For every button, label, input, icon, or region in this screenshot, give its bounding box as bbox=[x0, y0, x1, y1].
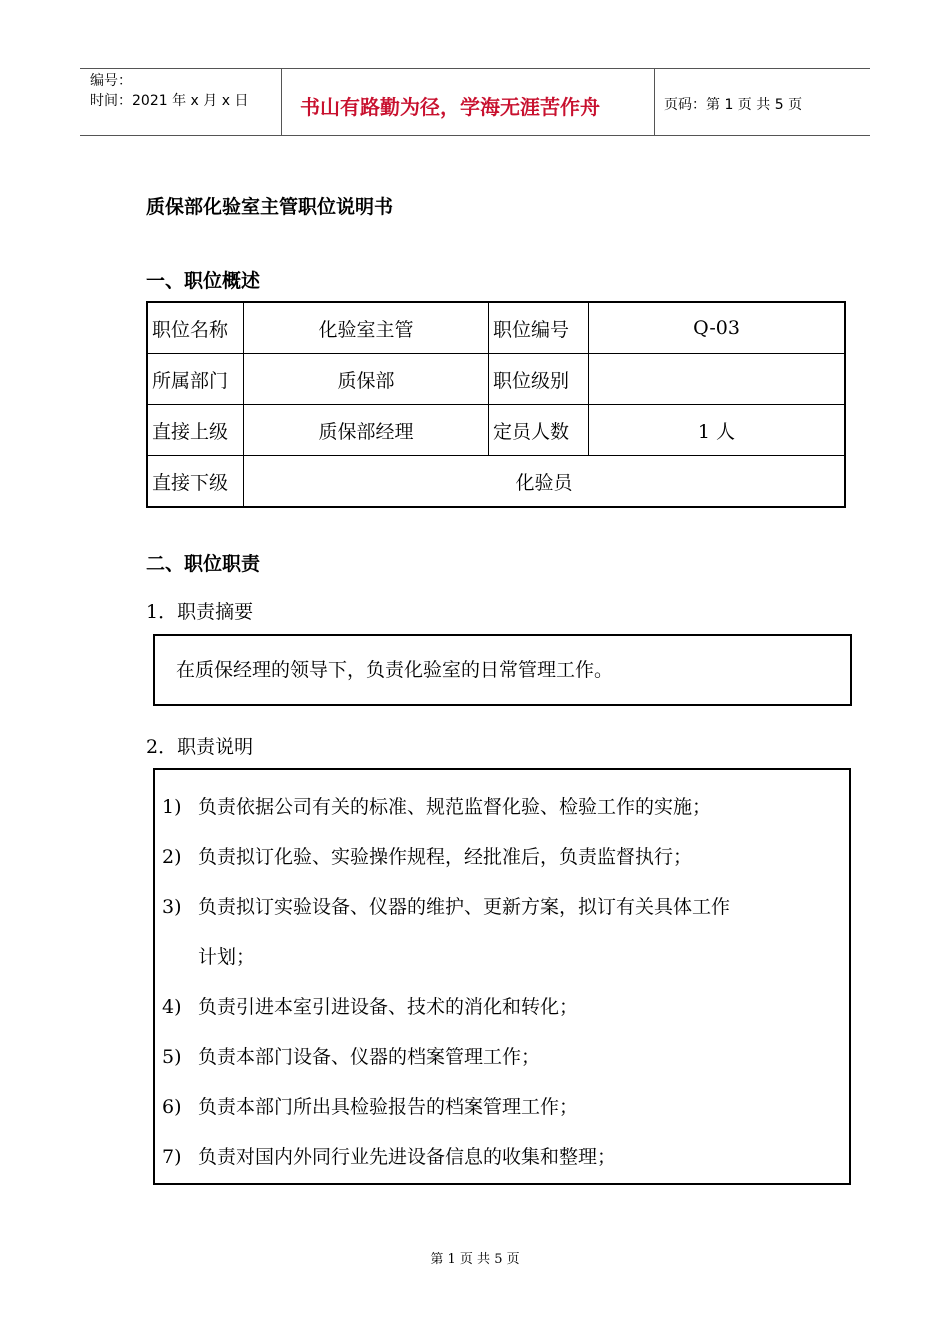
cell-label: 职位级别 bbox=[489, 354, 589, 405]
cell-label: 直接下级 bbox=[147, 456, 244, 508]
cell-value: 质保部经理 bbox=[244, 405, 489, 456]
list-item bbox=[162, 842, 692, 869]
section-overview-heading: 一、职位概述 bbox=[146, 270, 261, 292]
item-number: 2) bbox=[162, 846, 182, 868]
cell-value bbox=[589, 354, 846, 405]
item-text: 负责拟订化验、实验操作规程，经批准后，负责监督执行； bbox=[198, 846, 693, 868]
list-item bbox=[162, 992, 578, 1019]
duties-detail-box bbox=[153, 768, 851, 1185]
item-number: 6) bbox=[162, 1096, 182, 1118]
page-footer: 第 1 页 共 5 页 bbox=[430, 1252, 520, 1267]
item-text: 计划； bbox=[198, 946, 256, 968]
table-row bbox=[147, 456, 845, 508]
list-item bbox=[162, 1142, 616, 1169]
cell-label: 职位编号 bbox=[489, 302, 589, 354]
table-row bbox=[147, 405, 845, 456]
cell-label: 直接上级 bbox=[147, 405, 244, 456]
header-divider-left bbox=[281, 68, 282, 136]
item-text: 负责对国内外同行业先进设备信息的收集和整理； bbox=[198, 1146, 617, 1168]
item-number: 7) bbox=[162, 1146, 182, 1168]
item-number: 4) bbox=[162, 996, 182, 1018]
cell-value: 1 人 bbox=[589, 405, 846, 456]
item-text: 负责本部门设备、仪器的档案管理工作； bbox=[198, 1046, 541, 1068]
list-item bbox=[162, 1042, 540, 1069]
cell-value: 化验员 bbox=[244, 456, 846, 508]
item-number: 1) bbox=[162, 796, 182, 818]
header-motto: 书山有路勤为径，学海无涯苦作舟 bbox=[300, 95, 600, 119]
header-divider-right bbox=[654, 68, 655, 136]
cell-label: 所属部门 bbox=[147, 354, 244, 405]
header-page-info: 页码：第 1 页 共 5 页 bbox=[664, 97, 803, 113]
item-number: 3) bbox=[162, 896, 182, 918]
cell-value: 质保部 bbox=[244, 354, 489, 405]
list-item bbox=[162, 892, 730, 919]
detail-heading: 2．职责说明 bbox=[146, 736, 254, 758]
page-title: 质保部化验室主管职位说明书 bbox=[146, 196, 394, 218]
table-row bbox=[147, 354, 845, 405]
summary-heading: 1．职责摘要 bbox=[146, 601, 254, 623]
cell-label: 定员人数 bbox=[489, 405, 589, 456]
section-duties-heading: 二、职位职责 bbox=[146, 553, 261, 575]
list-item bbox=[162, 792, 711, 819]
item-text: 负责引进本室引进设备、技术的消化和转化； bbox=[198, 996, 579, 1018]
cell-value: 化验室主管 bbox=[244, 302, 489, 354]
list-item bbox=[162, 1092, 578, 1119]
header-number-label: 编号： bbox=[90, 73, 132, 89]
header-top-rule bbox=[80, 68, 870, 69]
item-text: 负责本部门所出具检验报告的档案管理工作； bbox=[198, 1096, 579, 1118]
cell-value: Q-03 bbox=[589, 302, 846, 354]
header-bottom-rule bbox=[80, 135, 870, 136]
summary-text: 在质保经理的领导下，负责化验室的日常管理工作。 bbox=[176, 659, 614, 681]
list-item bbox=[162, 942, 255, 969]
cell-label: 职位名称 bbox=[147, 302, 244, 354]
item-text: 负责依据公司有关的标准、规范监督化验、检验工作的实施； bbox=[198, 796, 712, 818]
item-number: 5) bbox=[162, 1046, 182, 1068]
overview-table bbox=[146, 301, 846, 508]
table-row bbox=[147, 302, 845, 354]
header-time-label: 时间：2021 年 x 月 x 日 bbox=[90, 93, 249, 109]
item-text: 负责拟订实验设备、仪器的维护、更新方案，拟订有关具体工作 bbox=[198, 896, 731, 918]
